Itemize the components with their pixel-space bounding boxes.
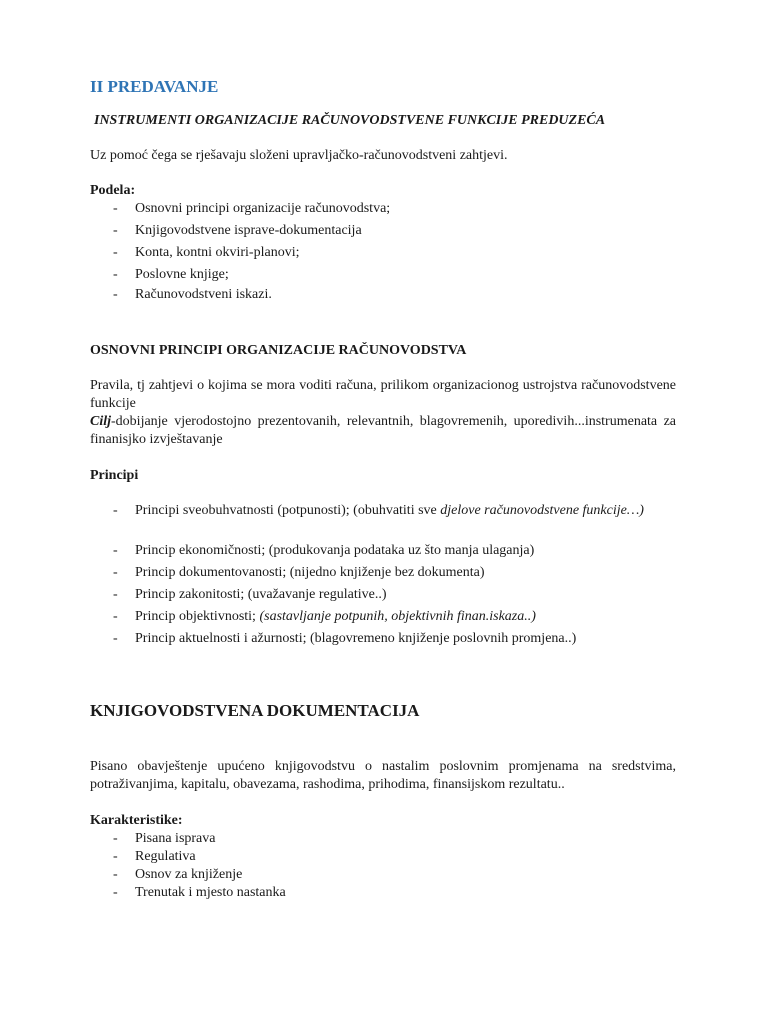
list-item: - Pisana isprava [90,830,676,848]
principle-text: Princip zakonitosti; (uvažavanje regulative..) [135,587,387,602]
list-item: - Osnov za knjiženje [90,866,676,884]
karakteristike-list [90,830,676,902]
dokumentacija-paragraph: Pisano obavještenje upućeno knjigovodstvu o nastalim poslovnim promjenama na sredstvima, potraživanjima, kapitalu, obavezama, rashodima, prihodima, finansijskom rezultatu.. [90,759,676,792]
dokumentacija-heading: KNJIGOVODSTVENA DOKUMENTACIJA [90,701,420,720]
intro-paragraph: Uz pomoć čega se rješavaju složeni upravljačko-računovodstveni zahtjevi. [90,148,508,163]
list-item: - Računovodstveni iskazi. [90,286,676,306]
list-item [90,630,676,652]
podela-label: Podela: [90,183,136,198]
list-item: - Osnovni principi organizacije računovodstva; [90,200,676,222]
list-item [90,586,676,608]
list-item [90,608,676,630]
principi-label: Principi [90,468,139,483]
principle-text: Principi sveobuhvatnosti (potpunosti); (obuhvatiti sve [135,503,441,518]
principle-note: (sastavljanje potpunih, objektivnih finan.iskaza..) [259,609,536,624]
principle-text: Princip ekonomičnosti; (produkovanja podataka uz što manja ulaganja) [135,543,535,558]
principi-heading: OSNOVNI PRINCIPI ORGANIZACIJE RAČUNOVODSTVA [90,343,467,358]
cilj-text: -dobijanje vjerodostojno prezentovanih, relevantnih, blagovremenih, uporedivih...instrumenata za finanisjko izvještavanje [90,414,676,447]
karakteristike-section [90,812,676,902]
podela-section [90,182,676,306]
principle-text: Princip dokumentovanosti; (nijedno knjiženje bez dokumenta) [135,565,485,580]
karakteristike-label: Karakteristike: [90,813,183,828]
list-item: - Regulativa [90,848,676,866]
principle-text: Princip objektivnosti; [135,609,260,624]
list-item [90,502,676,542]
principle-text: Princip aktuelnosti i ažurnosti; (blagovremeno knjiženje poslovnih promjena..) [135,631,577,646]
podela-list [90,200,676,306]
list-item: - Poslovne knjige; [90,266,676,286]
list-item [90,564,676,586]
principi-list [90,502,676,652]
list-item: - Konta, kontni okviri-planovi; [90,244,676,266]
document-subtitle: INSTRUMENTI ORGANIZACIJE RAČUNOVODSTVENE FUNKCIJE PREDUZEĆA [94,113,606,128]
cilj-paragraph [90,413,676,449]
cilj-label: Cilj [90,414,112,429]
principle-note: djelove računovodstvene funkcije…) [440,503,644,518]
principi-intro [90,377,676,449]
principi-list-wrapper [90,502,676,652]
list-item: - Trenutak i mjesto nastanka [90,884,676,902]
list-item [90,542,676,564]
list-item: - Knjigovodstvene isprave-dokumentacija [90,222,676,244]
principi-paragraph: Pravila, tj zahtjevi o kojima se mora voditi računa, prilikom organizacionog ustrojstva računovodstvene funkcije [90,378,676,411]
page-title: II PREDAVANJE [90,77,219,96]
